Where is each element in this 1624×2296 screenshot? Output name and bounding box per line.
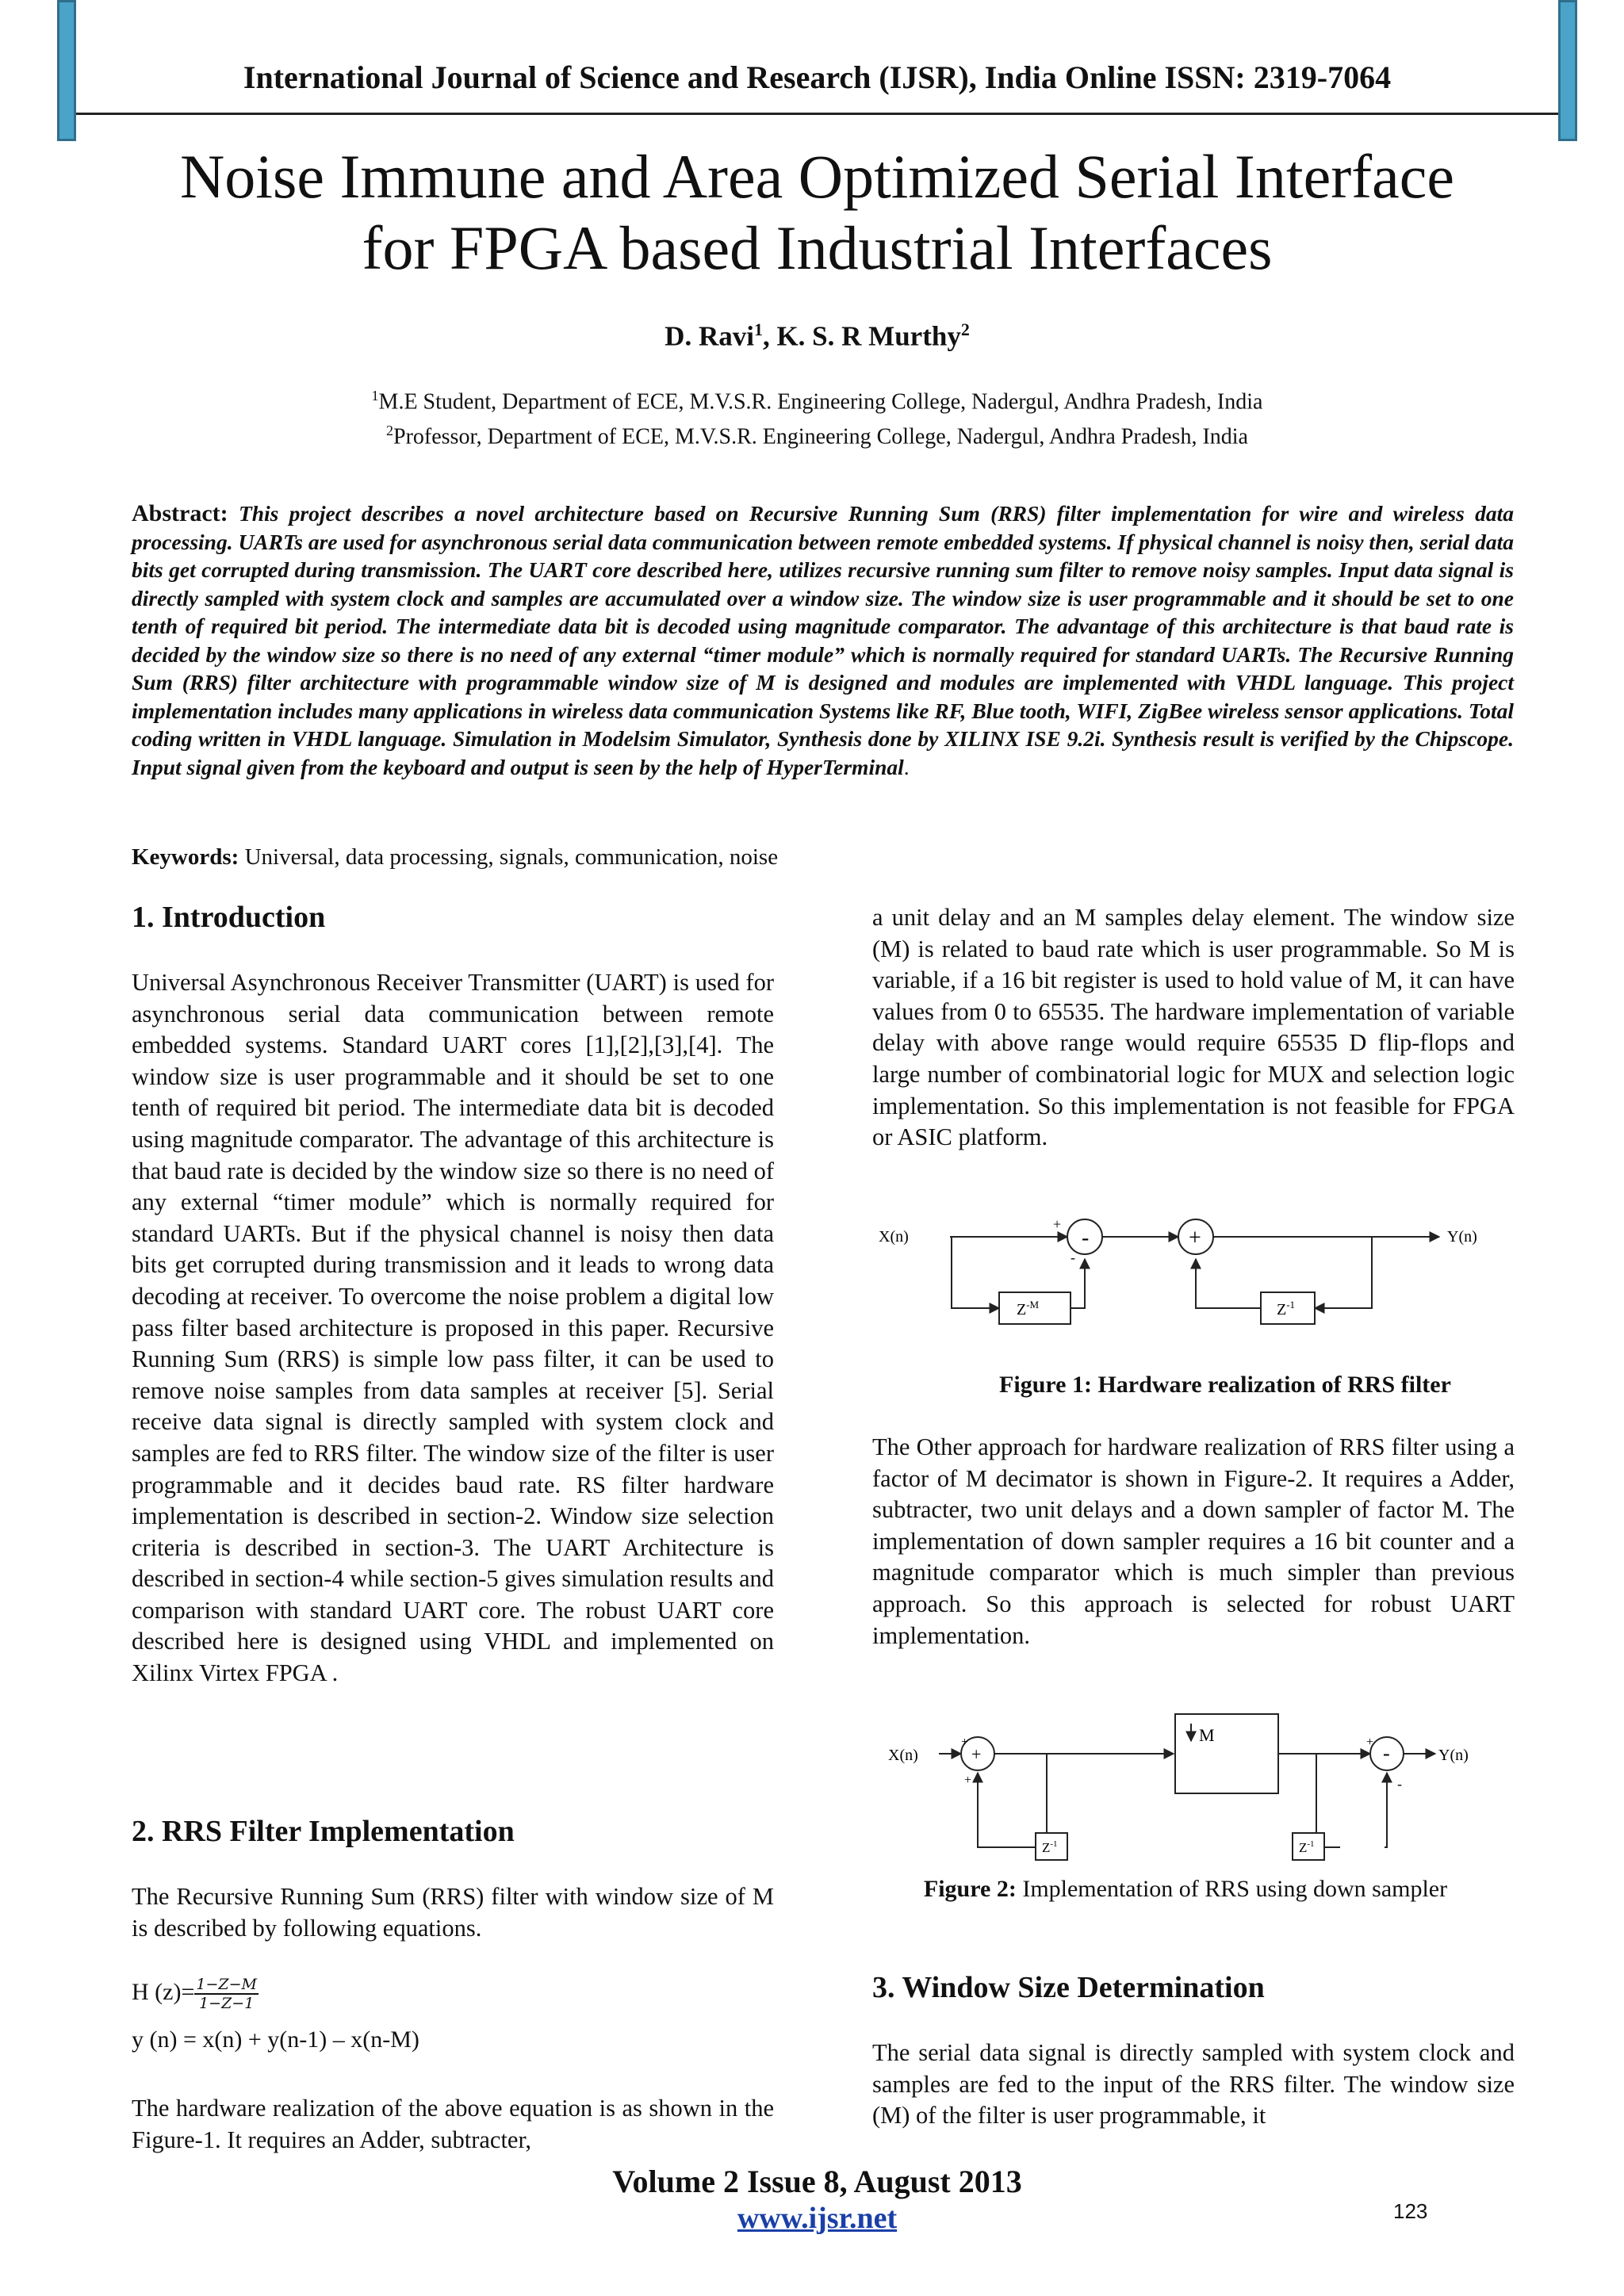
author-separator: , — [762, 320, 777, 352]
fig2-minus-sign: - — [1397, 1776, 1402, 1792]
fig1-delay-m-label: $Z^{-M}$ — [1017, 1299, 1040, 1318]
section-3-heading: 3. Window Size Determination — [872, 1971, 1265, 2004]
title-line-1: Noise Immune and Area Optimized Serial Interface — [179, 142, 1455, 211]
affiliations — [76, 381, 1558, 452]
abstract-text: This project describes a novel architecture based on Recursive Running Sum (RRS) filter implementation for wire and wireless data processing. UARTs are used for asynchronous serial data communication between remote embedded systems. If physical channel is noisy then, serial data bits get corrupted during transmission. The UART core described here, utilizes recursive running sum filter to remove noisy samples. Input data signal is directly sampled with system clock and samples are accumulated over a window size. The window size is user programmable and it should be set to one tenth of required bit period. The intermediate data bit is decoded using magnitude comparator. The advantage of this architecture is that baud rate is decided by the window size so there is no need of any external “timer module” which is normally required for standard UARTs. The Recursive Running Sum (RRS) filter architecture with programmable window size of M is designed and modules are implemented with VHDL language. This project implementation includes many applications in wireless data communication Systems like RF, Blue tooth, WIFI, ZigBee wireless sensor applications. Total coding written in VHDL language. Simulation in Modelsim Simulator, Synthesis done by XILINX ISE 9.2i. Synthesis result is verified by the Chipscope. Input signal given from the keyboard and output is seen by the help of HyperTerminal — [132, 501, 1515, 779]
section-2-paragraph-2: The hardware realization of the above equation is as shown in the Figure-1. It requires an Adder, subtracter, — [132, 2095, 774, 2153]
section-1-paragraph: Universal Asynchronous Receiver Transmitter (UART) is used for asynchronous serial data communication between remote embedded systems. Standard UART cores [1],[2],[3],[4]. The window size is user programmable and it should be set to one tenth of required bit period. The intermediate data bit is decoded using magnitude comparator. The advantage of this architecture is that baud rate is decided by the window size so there is no need of any external “timer module” which is normally required for standard UARTs. But if the physical channel is noisy then data bits get corrupted during transmission and it leads to wrong data decoding at receiver. To overcome the noise problem a digital low pass filter based architecture is proposed in this paper. Recursive Running Sum (RRS) is simple low pass filter, it can be used to remove noise samples from data samples at receiver [5]. Serial receive data signal is directly sampled with system clock and samples are fed to RRS filter. The window size of the filter is user programmable and it decides baud rate. RS filter hardware implementation is described in section-2. Window size selection criteria is described in section-3. The UART Architecture is described in section-4 while section-5 gives simulation results and comparison with standard UART core. The robust UART core described here is designed using VHDL and implemented on Xilinx Virtex FPGA . — [132, 969, 774, 1687]
fig2-add-symbol: + — [971, 1744, 982, 1764]
abstract-label: Abstract: — [132, 500, 228, 526]
eq1-fraction — [194, 1976, 259, 2012]
affil-1: M.E Student, Department of ECE, M.V.S.R. Engineering College, Nadergul, Andhra Pradesh, India — [378, 389, 1263, 415]
author-1: D. Ravi — [665, 320, 754, 352]
affil-2: Professor, Department of ECE, M.V.S.R. Engineering College, Nadergul, Andhra Pradesh, India — [393, 424, 1248, 450]
fig1-output-label: Y(n) — [1447, 1228, 1477, 1246]
header-left-bar — [57, 0, 76, 141]
affil-1-sup: 1 — [371, 388, 379, 404]
fig2-delay-2-label: $Z^{-1}$ — [1299, 1839, 1315, 1855]
right-paragraph-2: The Other approach for hardware realization of RRS filter using a factor of M decimator is shown in Figure-2. It requires a Adder, subtracter, two unit delays and a down sampler of factor M. The implementation of down sampler requires a 16 bit counter and a magnitude comparator which is much simpler than previous approach. So this approach is selected for robust UART implementation. — [872, 1433, 1515, 1649]
section-2-paragraph-1: The Recursive Running Sum (RRS) filter with window size of M is described by following equations. — [132, 1883, 774, 1942]
eq1-numerator: 1−Z−M — [196, 1976, 257, 1993]
abstract-end: . — [903, 754, 910, 779]
fig2-input-label: X(n) — [888, 1747, 918, 1764]
keywords-label: Keywords: — [132, 844, 239, 870]
equation-difference: y (n) = x(n) + y(n-1) – x(n-M) — [132, 2026, 419, 2053]
affil-2-sup: 2 — [386, 423, 393, 439]
footer-volume: Volume 2 Issue 8, August 2013 — [612, 2164, 1022, 2199]
header-right-bar — [1558, 0, 1577, 141]
fig1-minus-sign: - — [1071, 1249, 1075, 1265]
fig1-sub-symbol: - — [1082, 1226, 1090, 1250]
section-1-heading: 1. Introduction — [132, 901, 326, 934]
keywords-text: Universal, data processing, signals, communication, noise — [244, 844, 779, 870]
fig1-delay-1-label: $Z^{-1}$ — [1277, 1299, 1296, 1318]
fig1-add-symbol: + — [1189, 1226, 1201, 1250]
figure-2-diagram — [888, 1712, 1499, 1871]
journal-header: International Journal of Science and Research (IJSR), India Online ISSN: 2319-7064 — [243, 59, 1392, 95]
fig2-plus-sign-2: + — [964, 1774, 972, 1787]
figure-1-caption: Figure 1: Hardware realization of RRS filter — [999, 1372, 1451, 1398]
fig2-downsampler-label: M — [1199, 1725, 1215, 1745]
section-2-heading: 2. RRS Filter Implementation — [132, 1815, 515, 1848]
fig2-plus-sign-1: + — [961, 1735, 969, 1749]
fig2-delay-1-label: $Z^{-1}$ — [1042, 1839, 1058, 1855]
paper-title — [76, 141, 1558, 284]
header-rule — [76, 113, 1558, 115]
figure-2-caption-text: Implementation of RRS using down sampler — [1022, 1876, 1448, 1902]
eq1-lhs: H (z)= — [132, 1978, 195, 2005]
fig1-plus-sign: + — [1053, 1216, 1062, 1232]
authors — [76, 320, 1558, 353]
fig2-output-label: Y(n) — [1438, 1747, 1469, 1764]
figure-1-diagram — [872, 1205, 1515, 1348]
abstract — [132, 499, 1514, 781]
equation-transfer-function — [132, 1976, 259, 2012]
footer-url-link[interactable]: www.ijsr.net — [737, 2202, 898, 2235]
author-2-sup: 2 — [960, 320, 970, 339]
figure-2-caption-label: Figure 2: — [923, 1876, 1017, 1902]
section-3-paragraph: The serial data signal is directly sampled with system clock and samples are fed to the input of the RRS filter. The window size (M) of the filter is user programmable, it — [872, 2039, 1515, 2130]
fig1-input-label: X(n) — [879, 1228, 909, 1246]
title-line-2: for FPGA based Industrial Interfaces — [362, 213, 1273, 282]
eq1-denominator: 1−Z−1 — [199, 1995, 255, 2012]
fig2-plus-sign-3: + — [1366, 1735, 1374, 1749]
figure-2-caption — [896, 1874, 1475, 1904]
fig2-sub-symbol: - — [1383, 1742, 1390, 1765]
page-number: 123 — [1393, 2199, 1428, 2223]
right-paragraph-1: a unit delay and an M samples delay element. The window size (M) is related to baud rate which is user programmable. So M is variable, if a 16 bit register is used to hold value of M, it can have values from 0 to 65535. The hardware implementation of variable delay with above range would require 65535 D flip-flops and large number of combinatorial logic for MUX and selection logic implementation. So this implementation is not feasible for FPGA or ASIC platform. — [872, 904, 1515, 1151]
author-2: K. S. R Murthy — [776, 320, 961, 352]
author-1-sup: 1 — [753, 320, 763, 339]
keywords — [132, 844, 1514, 871]
